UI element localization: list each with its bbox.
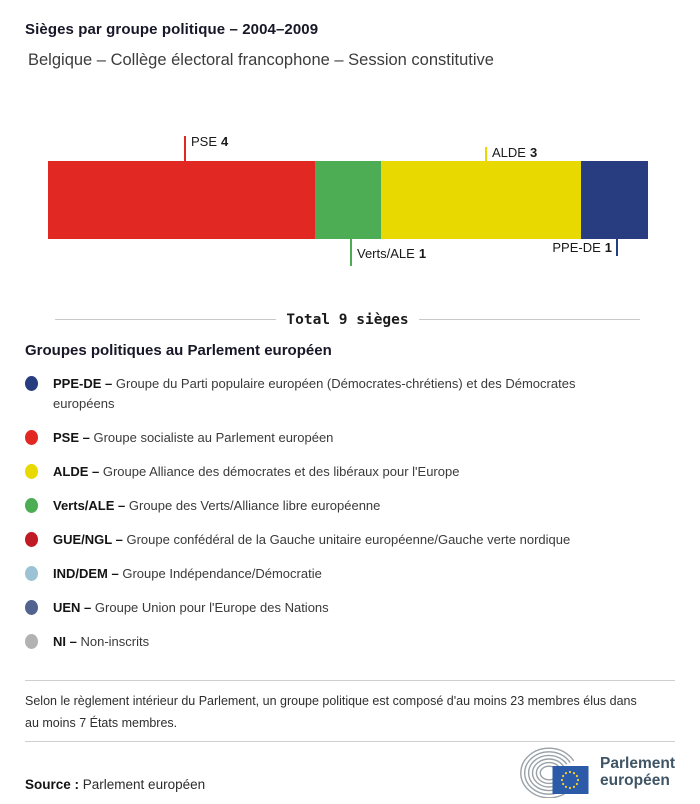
footer-row — [25, 742, 675, 804]
color-dot-icon — [25, 600, 38, 615]
source-line — [25, 777, 205, 792]
bar-segment-verts-ale — [315, 161, 382, 239]
callout-seats-verts-ale: 1 — [418, 246, 427, 261]
chart-header — [0, 0, 700, 70]
eu-flag-icon — [553, 766, 589, 794]
callout-seats-alde: 3 — [529, 145, 538, 160]
legend-name: Groupe du Parti populaire européen (Démocrates-chrétiens) et des Démocrates européens — [53, 376, 576, 411]
legend-name: Groupe Alliance des démocrates et des libéraux pour l'Europe — [102, 464, 460, 479]
legend-name: Groupe des Verts/Alliance libre européenne — [128, 498, 381, 513]
legend-abbr: NI – — [53, 634, 77, 649]
legend-name: Groupe socialiste au Parlement européen — [93, 430, 334, 445]
callout-label-alde — [492, 145, 537, 160]
legend-item-uen — [25, 598, 675, 618]
source-label: Source : — [25, 777, 80, 792]
callout-line-ppe-de — [616, 239, 618, 256]
callout-label-verts-ale — [357, 246, 426, 261]
seats-stacked-bar-chart — [0, 128, 700, 268]
legend-item-pse — [25, 428, 675, 448]
callout-line-pse — [184, 136, 186, 161]
bar-segment-pse — [48, 161, 315, 239]
footnote-text: Selon le règlement intérieur du Parlement, un groupe politique est composé d'au moins 23 membres élus dans au moins 7 États membres. — [25, 694, 637, 730]
divider-line-right — [419, 319, 640, 320]
legend-abbr: ALDE – — [53, 464, 100, 479]
callout-group-pse: PSE — [191, 134, 218, 149]
legend-abbr: IND/DEM – — [53, 566, 119, 581]
legend-list — [25, 374, 675, 652]
legend-item-ni — [25, 632, 675, 652]
page-title: Sièges par groupe politique – 2004–2009 — [25, 21, 319, 38]
callout-group-ppe-de: PPE-DE — [552, 240, 601, 255]
legend-name: Groupe Union pour l'Europe des Nations — [94, 600, 329, 615]
color-dot-icon — [25, 532, 38, 547]
callout-label-ppe-de — [552, 240, 612, 255]
logo-line2: européen — [600, 772, 670, 789]
legend-abbr: PPE-DE – — [53, 376, 113, 391]
legend-item-ind-dem — [25, 564, 675, 584]
source-value: Parlement européen — [82, 777, 206, 792]
color-dot-icon — [25, 634, 38, 649]
legend-item-alde — [25, 462, 675, 482]
european-parliament-logo — [520, 746, 675, 798]
callout-line-verts-ale — [350, 239, 352, 266]
bar-segment-ppe-de — [581, 161, 648, 239]
legend-item-ppe-de — [25, 374, 675, 414]
bar-segment-alde — [381, 161, 581, 239]
total-seats-divider — [55, 311, 640, 328]
color-dot-icon — [25, 498, 38, 513]
stacked-bar — [48, 161, 648, 239]
legend-abbr: GUE/NGL – — [53, 532, 123, 547]
page-subtitle: Belgique – Collège électoral francophone – Session constitutive — [28, 51, 494, 69]
callout-label-pse — [191, 134, 228, 149]
legend-name: Non-inscrits — [80, 634, 150, 649]
callout-group-verts-ale: Verts/ALE — [357, 246, 415, 261]
legend-abbr: Verts/ALE – — [53, 498, 126, 513]
logo-line1: Parlement — [600, 754, 675, 772]
callout-line-alde — [485, 147, 487, 161]
logo-wordmark — [600, 755, 675, 789]
color-dot-icon — [25, 376, 38, 391]
parliament-hemicycle-icon — [520, 746, 592, 798]
legend-item-verts-ale — [25, 496, 675, 516]
legend-name: Groupe Indépendance/Démocratie — [122, 566, 322, 581]
legend-heading: Groupes politiques au Parlement européen — [25, 342, 332, 359]
color-dot-icon — [25, 464, 38, 479]
color-dot-icon — [25, 566, 38, 581]
legend-name: Groupe confédéral de la Gauche unitaire européenne/Gauche verte nordique — [126, 532, 571, 547]
legend-abbr: UEN – — [53, 600, 92, 615]
callout-seats-ppe-de: 1 — [604, 240, 612, 255]
callout-seats-pse: 4 — [221, 134, 229, 149]
total-seats-label: Total 9 sièges — [286, 311, 409, 328]
divider-line-left — [55, 319, 276, 320]
color-dot-icon — [25, 430, 38, 445]
callout-group-alde: ALDE — [492, 145, 526, 160]
legend-abbr: PSE – — [53, 430, 90, 445]
legend-item-gue-ngl — [25, 530, 675, 550]
